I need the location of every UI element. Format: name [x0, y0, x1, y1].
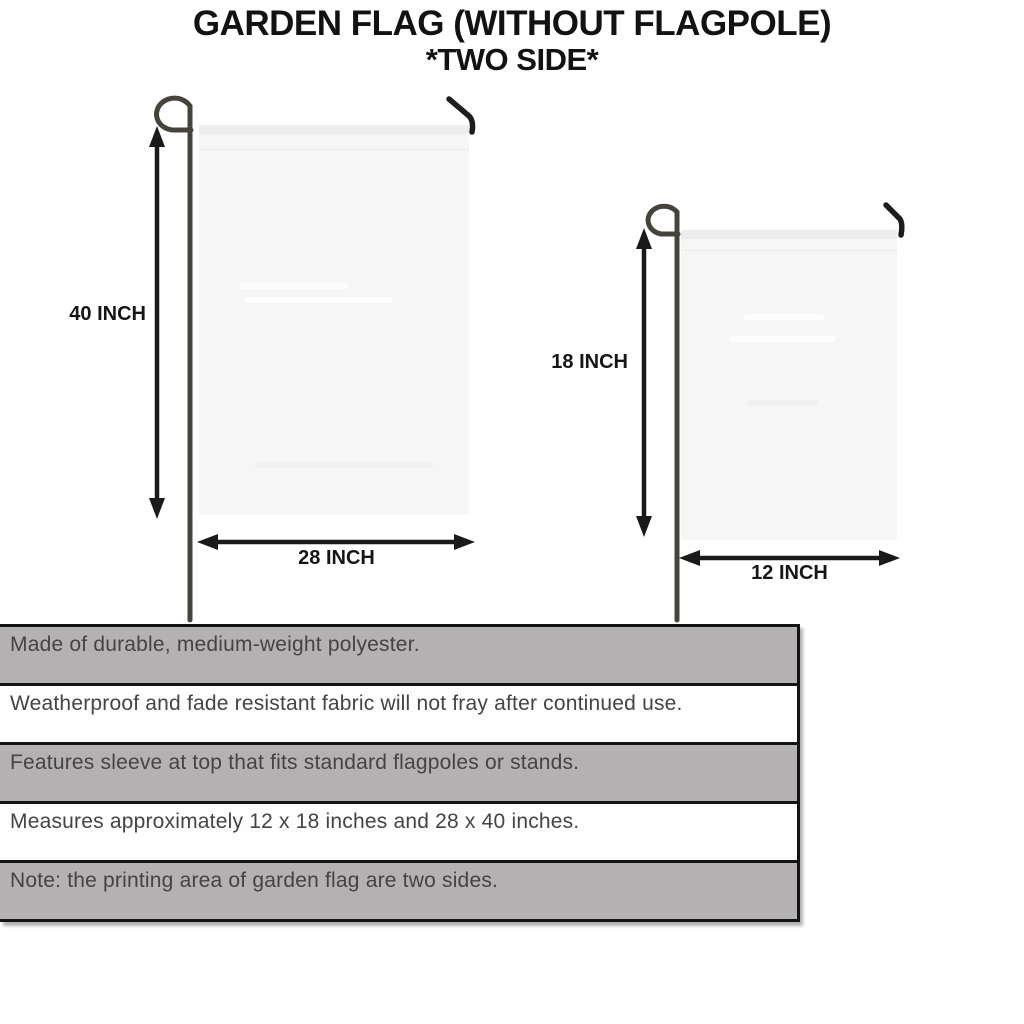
- pole-hook-small: [886, 205, 902, 235]
- feature-text: Measures approximately 12 x 18 inches and 28 x 40 inches.: [10, 810, 580, 833]
- height-dimension-arrow-large: [149, 126, 165, 519]
- feature-list: [0, 624, 800, 922]
- title-line-1: GARDEN FLAG (WITHOUT FLAGPOLE): [192, 4, 832, 43]
- flagpole-small: [648, 206, 678, 620]
- width-label-small: 12 INCH: [751, 562, 828, 584]
- arrowhead-up: [636, 228, 652, 249]
- feature-text: Features sleeve at top that fits standard flagpoles or stands.: [10, 751, 580, 774]
- feature-text: Note: the printing area of garden flag are two sides.: [10, 869, 499, 892]
- arrowhead-down: [149, 498, 165, 519]
- height-dimension-arrow-small: [636, 228, 652, 537]
- feature-row: [0, 860, 797, 922]
- feature-text: Made of durable, medium-weight polyester.: [10, 633, 420, 656]
- title-line-2: *TWO SIDE*: [425, 42, 599, 78]
- feature-row: [0, 683, 797, 742]
- feature-row: [0, 624, 797, 683]
- feature-text: Weatherproof and fade resistant fabric will not fray after continued use.: [10, 692, 683, 715]
- arrowhead-down: [636, 516, 652, 537]
- width-label-large: 28 INCH: [298, 547, 375, 569]
- feature-row: [0, 801, 797, 860]
- height-label-large: 40 INCH: [69, 303, 146, 325]
- flagpole-large: [157, 98, 191, 620]
- height-label-small: 18 INCH: [551, 351, 628, 373]
- pole-hook-large: [449, 99, 473, 132]
- feature-row: [0, 742, 797, 801]
